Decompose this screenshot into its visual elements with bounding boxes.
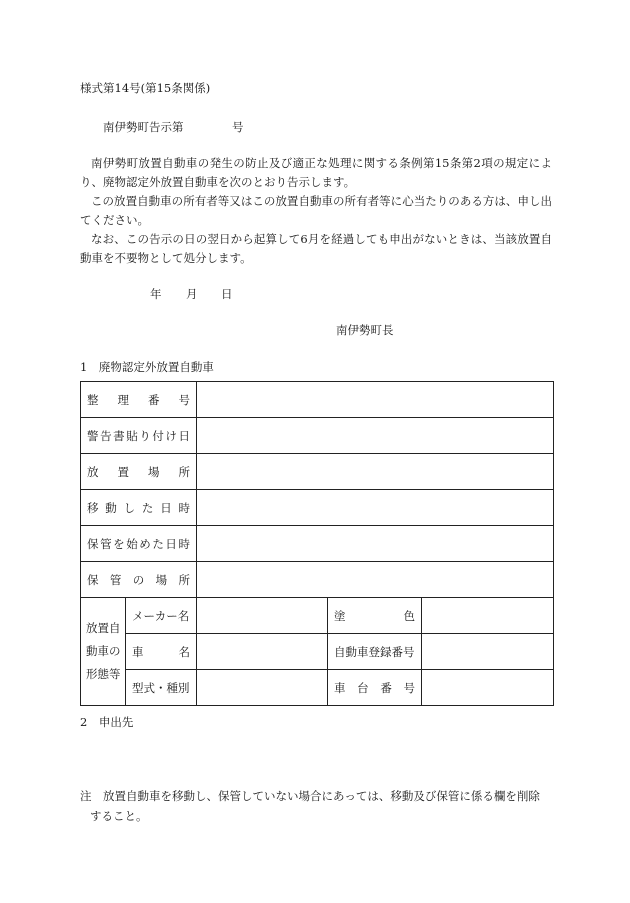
row-value-cell [197, 382, 554, 418]
group-label-line: 形態等 [86, 667, 121, 681]
sub-label-text: 自動車登録番号 [334, 644, 415, 659]
spaced-label: 塗 色 [334, 608, 415, 623]
row-value-cell [197, 670, 328, 706]
row-label-storage-start [81, 526, 197, 562]
paragraph-3: なお、この告示の日の翌日から起算して6月を経過しても申出がないときは、当該放置自動車を不要物として処分します。 [80, 232, 552, 265]
section-1-title: 1 廃物認定外放置自動車 [80, 360, 214, 374]
spaced-label: 車 名 [132, 644, 190, 659]
row-value-cell [197, 418, 554, 454]
sub-label-color [328, 598, 422, 634]
vehicle-table [80, 381, 554, 706]
sub-label-text: 型式・種別 [132, 680, 190, 695]
table-row [81, 670, 554, 706]
note-line-2: すること。 [90, 809, 148, 823]
row-value-cell [197, 526, 554, 562]
paragraph-2: この放置自動車の所有者等又はこの放置自動車の所有者等に心当たりのある方は、申し出てください。 [80, 194, 552, 227]
row-value-cell [197, 634, 328, 670]
row-value-cell [197, 562, 554, 598]
spaced-label: 警 告 書 貼 り 付 け 日 [87, 428, 190, 443]
group-label-line: 動車の [86, 644, 121, 658]
sub-label-car-name [126, 634, 197, 670]
sub-label-registration-number [328, 634, 422, 670]
spaced-label: 放 置 場 所 [87, 464, 190, 479]
spaced-label: 保 管 の 場 所 [87, 572, 190, 587]
spaced-label: 整 理 番 号 [87, 392, 190, 407]
table-row [81, 598, 554, 634]
group-label-vehicle-form [81, 598, 126, 706]
table-row [81, 418, 554, 454]
table-row [81, 526, 554, 562]
sub-label-text: メーカー名 [132, 608, 190, 623]
spaced-label: 保 管 を 始 め た 日 時 [87, 536, 190, 551]
table-row [81, 382, 554, 418]
row-value-cell [422, 670, 554, 706]
row-label-abandoned-place [81, 454, 197, 490]
paragraph-1: 南伊勢町放置自動車の発生の防止及び適正な処理に関する条例第15条第2項の規定により、廃物認定外放置自動車を次のとおり告示します。 [80, 156, 552, 189]
notice-header-suffix: 号 [232, 120, 244, 134]
group-label-line: 放置自 [86, 621, 121, 635]
date-year: 年 [150, 287, 162, 301]
row-label-moved-datetime [81, 490, 197, 526]
table-row [81, 454, 554, 490]
row-value-cell [422, 634, 554, 670]
issuer: 南伊勢町長 [336, 323, 394, 337]
row-value-cell [422, 598, 554, 634]
table-row [81, 562, 554, 598]
table-row [81, 634, 554, 670]
sub-label-chassis-number [328, 670, 422, 706]
notice-header-prefix: 南伊勢町告示第 [103, 120, 184, 134]
row-label-warning-date [81, 418, 197, 454]
sub-label-maker [126, 598, 197, 634]
date-month: 月 [186, 287, 198, 301]
row-value-cell [197, 490, 554, 526]
section-2-title: 2 申出先 [80, 715, 134, 729]
form-number: 様式第14号(第15条関係) [80, 81, 211, 95]
date-day: 日 [221, 287, 233, 301]
spaced-label: 移 動 し た 日 時 [87, 500, 190, 515]
row-value-cell [197, 454, 554, 490]
note-line-1: 注 放置自動車を移動し、保管していない場合にあっては、移動及び保管に係る欄を削除 [80, 789, 540, 803]
spaced-label: 車 台 番 号 [334, 680, 415, 695]
row-value-cell [197, 598, 328, 634]
note [80, 786, 555, 826]
row-label-storage-place [81, 562, 197, 598]
row-label-management-number [81, 382, 197, 418]
sub-label-model-type [126, 670, 197, 706]
table-row [81, 490, 554, 526]
